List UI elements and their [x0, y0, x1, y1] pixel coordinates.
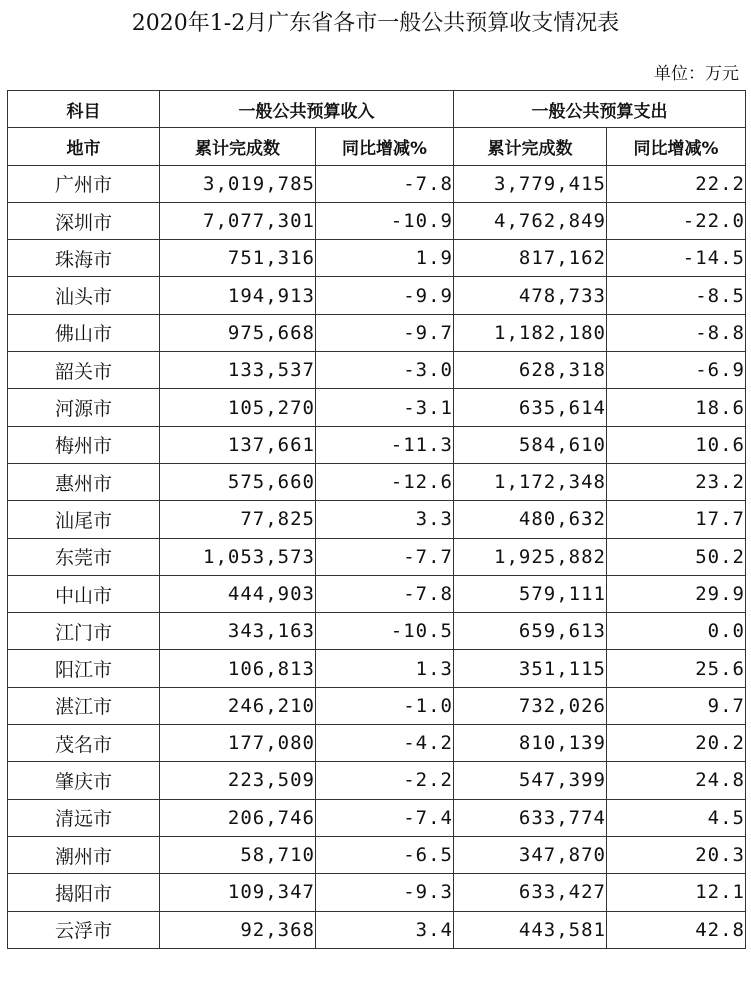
expense-total-cell: 347,870: [454, 836, 607, 873]
expense-total-cell: 584,610: [454, 426, 607, 463]
expense-total-cell: 478,733: [454, 277, 607, 314]
expense-yoy-cell: 20.2: [607, 725, 746, 762]
income-total-cell: 751,316: [160, 240, 316, 277]
income-yoy-cell: -9.3: [316, 874, 454, 911]
income-total-cell: 109,347: [160, 874, 316, 911]
city-cell: 惠州市: [8, 463, 160, 500]
header-expense-group: 一般公共预算支出: [454, 91, 746, 128]
table-row: [8, 836, 746, 873]
income-yoy-cell: -10.5: [316, 613, 454, 650]
table-row: [8, 650, 746, 687]
expense-total-cell: 480,632: [454, 501, 607, 538]
expense-yoy-cell: 24.8: [607, 762, 746, 799]
city-cell: 梅州市: [8, 426, 160, 463]
expense-total-cell: 810,139: [454, 725, 607, 762]
expense-yoy-cell: 22.2: [607, 165, 746, 202]
income-total-cell: 246,210: [160, 687, 316, 724]
expense-total-cell: 628,318: [454, 352, 607, 389]
expense-total-cell: 1,182,180: [454, 314, 607, 351]
city-cell: 汕头市: [8, 277, 160, 314]
city-cell: 河源市: [8, 389, 160, 426]
income-yoy-cell: -7.4: [316, 799, 454, 836]
expense-yoy-cell: 29.9: [607, 575, 746, 612]
expense-yoy-cell: -8.8: [607, 314, 746, 351]
expense-total-cell: 3,779,415: [454, 165, 607, 202]
income-total-cell: 223,509: [160, 762, 316, 799]
expense-total-cell: 351,115: [454, 650, 607, 687]
header-income-total: 累计完成数: [160, 128, 316, 165]
header-expense-yoy: 同比增减%: [607, 128, 746, 165]
income-total-cell: 575,660: [160, 463, 316, 500]
budget-table: [7, 90, 746, 949]
income-yoy-cell: -11.3: [316, 426, 454, 463]
income-total-cell: 77,825: [160, 501, 316, 538]
expense-yoy-cell: 23.2: [607, 463, 746, 500]
expense-yoy-cell: 25.6: [607, 650, 746, 687]
expense-yoy-cell: 20.3: [607, 836, 746, 873]
income-yoy-cell: -7.8: [316, 575, 454, 612]
income-total-cell: 975,668: [160, 314, 316, 351]
header-income-yoy: 同比增减%: [316, 128, 454, 165]
table-row: [8, 725, 746, 762]
city-cell: 深圳市: [8, 202, 160, 239]
header-income-group: 一般公共预算收入: [160, 91, 454, 128]
city-cell: 茂名市: [8, 725, 160, 762]
city-cell: 汕尾市: [8, 501, 160, 538]
city-cell: 中山市: [8, 575, 160, 612]
income-total-cell: 7,077,301: [160, 202, 316, 239]
income-total-cell: 106,813: [160, 650, 316, 687]
table-row: [8, 538, 746, 575]
income-total-cell: 1,053,573: [160, 538, 316, 575]
table-row: [8, 874, 746, 911]
city-cell: 湛江市: [8, 687, 160, 724]
expense-yoy-cell: -22.0: [607, 202, 746, 239]
expense-total-cell: 817,162: [454, 240, 607, 277]
income-total-cell: 177,080: [160, 725, 316, 762]
income-total-cell: 444,903: [160, 575, 316, 612]
expense-total-cell: 579,111: [454, 575, 607, 612]
city-cell: 韶关市: [8, 352, 160, 389]
expense-total-cell: 1,925,882: [454, 538, 607, 575]
expense-total-cell: 635,614: [454, 389, 607, 426]
income-total-cell: 137,661: [160, 426, 316, 463]
expense-total-cell: 633,427: [454, 874, 607, 911]
expense-total-cell: 659,613: [454, 613, 607, 650]
table-row: [8, 314, 746, 351]
city-cell: 清远市: [8, 799, 160, 836]
income-total-cell: 58,710: [160, 836, 316, 873]
income-yoy-cell: -6.5: [316, 836, 454, 873]
income-total-cell: 92,368: [160, 911, 316, 948]
income-yoy-cell: -4.2: [316, 725, 454, 762]
header-row-group: [8, 91, 746, 128]
table-row: [8, 389, 746, 426]
table-row: [8, 426, 746, 463]
city-cell: 云浮市: [8, 911, 160, 948]
unit-label: 单位：万元: [654, 64, 739, 84]
income-total-cell: 343,163: [160, 613, 316, 650]
page-title: 2020年1-2月广东省各市一般公共预算收支情况表: [131, 11, 620, 36]
income-total-cell: 194,913: [160, 277, 316, 314]
expense-total-cell: 633,774: [454, 799, 607, 836]
expense-yoy-cell: -14.5: [607, 240, 746, 277]
table-body: [8, 165, 746, 948]
expense-yoy-cell: -8.5: [607, 277, 746, 314]
city-cell: 江门市: [8, 613, 160, 650]
income-total-cell: 133,537: [160, 352, 316, 389]
city-cell: 揭阳市: [8, 874, 160, 911]
income-total-cell: 3,019,785: [160, 165, 316, 202]
income-yoy-cell: -3.0: [316, 352, 454, 389]
table-row: [8, 165, 746, 202]
header-city: 地市: [8, 128, 160, 165]
expense-yoy-cell: 17.7: [607, 501, 746, 538]
expense-yoy-cell: 50.2: [607, 538, 746, 575]
expense-yoy-cell: 0.0: [607, 613, 746, 650]
expense-total-cell: 443,581: [454, 911, 607, 948]
city-cell: 东莞市: [8, 538, 160, 575]
city-cell: 阳江市: [8, 650, 160, 687]
income-yoy-cell: -9.9: [316, 277, 454, 314]
income-yoy-cell: -2.2: [316, 762, 454, 799]
table-row: [8, 352, 746, 389]
table-row: [8, 613, 746, 650]
city-cell: 珠海市: [8, 240, 160, 277]
income-yoy-cell: 1.9: [316, 240, 454, 277]
income-yoy-cell: 1.3: [316, 650, 454, 687]
table-row: [8, 240, 746, 277]
city-cell: 广州市: [8, 165, 160, 202]
expense-yoy-cell: 4.5: [607, 799, 746, 836]
header-row-columns: [8, 128, 746, 165]
expense-total-cell: 547,399: [454, 762, 607, 799]
table-row: [8, 501, 746, 538]
city-cell: 肇庆市: [8, 762, 160, 799]
expense-total-cell: 732,026: [454, 687, 607, 724]
expense-yoy-cell: 12.1: [607, 874, 746, 911]
expense-yoy-cell: 42.8: [607, 911, 746, 948]
income-total-cell: 206,746: [160, 799, 316, 836]
table-row: [8, 687, 746, 724]
city-cell: 佛山市: [8, 314, 160, 351]
income-yoy-cell: -9.7: [316, 314, 454, 351]
income-yoy-cell: 3.4: [316, 911, 454, 948]
income-yoy-cell: -3.1: [316, 389, 454, 426]
table-row: [8, 202, 746, 239]
table-row: [8, 575, 746, 612]
table-row: [8, 277, 746, 314]
table-row: [8, 762, 746, 799]
income-total-cell: 105,270: [160, 389, 316, 426]
income-yoy-cell: -7.7: [316, 538, 454, 575]
income-yoy-cell: -12.6: [316, 463, 454, 500]
expense-yoy-cell: 10.6: [607, 426, 746, 463]
expense-total-cell: 4,762,849: [454, 202, 607, 239]
table-row: [8, 463, 746, 500]
expense-yoy-cell: -6.9: [607, 352, 746, 389]
header-subject: 科目: [8, 91, 160, 128]
expense-yoy-cell: 9.7: [607, 687, 746, 724]
income-yoy-cell: -7.8: [316, 165, 454, 202]
income-yoy-cell: -1.0: [316, 687, 454, 724]
expense-yoy-cell: 18.6: [607, 389, 746, 426]
table-row: [8, 799, 746, 836]
header-expense-total: 累计完成数: [454, 128, 607, 165]
table-row: [8, 911, 746, 948]
city-cell: 潮州市: [8, 836, 160, 873]
income-yoy-cell: -10.9: [316, 202, 454, 239]
expense-total-cell: 1,172,348: [454, 463, 607, 500]
income-yoy-cell: 3.3: [316, 501, 454, 538]
